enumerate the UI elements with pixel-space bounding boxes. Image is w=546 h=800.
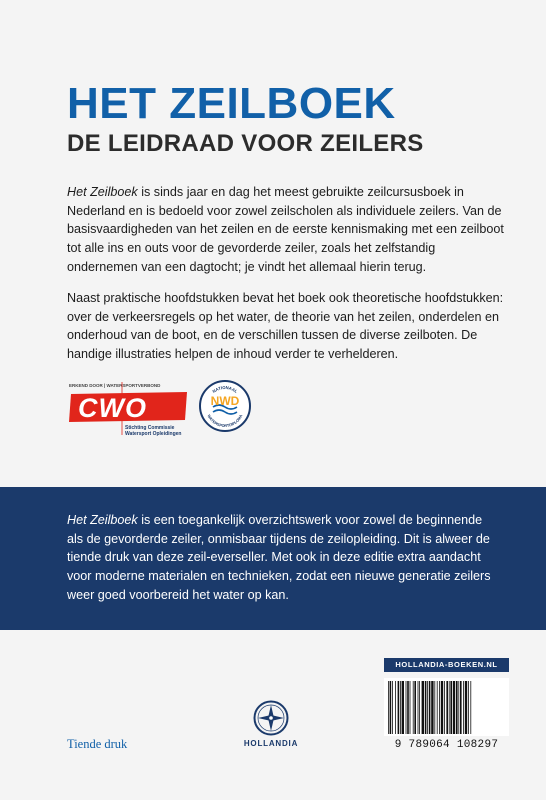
barcode-bar xyxy=(398,681,400,734)
nwd-main-text: NWD xyxy=(210,394,240,408)
barcode-bar xyxy=(453,681,455,734)
barcode-bar xyxy=(429,681,431,734)
barcode-bar xyxy=(388,681,389,734)
isbn-barcode xyxy=(384,678,509,736)
summary-paragraph xyxy=(67,511,497,605)
barcode-bar xyxy=(427,681,428,734)
book-name-italic: Het Zeilboek xyxy=(67,185,138,199)
barcode-bar xyxy=(437,681,438,734)
intro-paragraph-1-text: is sinds jaar en dag het meest gebruikte zeilcursusboek in Nederland en is bedoeld voor zowel zeilscholen als individuele zeilers. Van de basisvaardigheden van het zeilen en de eerste kennismaking met een zeilboot tot alle ins en outs voor de gevorderde zeiler, zoals het zelfstandig ondernemen van een dagtocht; je vindt het allemaal hierin terug. xyxy=(67,185,504,274)
summary-book-name-italic: Het Zeilboek xyxy=(67,513,138,527)
barcode-bar xyxy=(431,681,433,734)
barcode-bar xyxy=(463,681,464,734)
nwd-top-text: NATIONAAL xyxy=(211,384,239,394)
intro-paragraph-1 xyxy=(67,183,507,277)
cwo-line-1: Stichting Commissie xyxy=(125,425,175,431)
nwd-logo xyxy=(199,380,251,432)
compass-rose-icon xyxy=(253,700,289,736)
barcode-bar xyxy=(465,681,467,734)
barcode-bar xyxy=(425,681,427,734)
barcode-bar xyxy=(458,681,459,734)
publisher-name: HOLLANDIA xyxy=(243,739,299,748)
cwo-main-text: CWO xyxy=(78,393,147,423)
barcode-bar xyxy=(419,681,420,734)
barcode-bar xyxy=(418,681,419,734)
barcode-bar xyxy=(470,681,471,734)
barcode-bar xyxy=(407,681,409,734)
barcode-bar xyxy=(460,681,462,734)
barcode-bar xyxy=(456,681,458,734)
isbn-number: 9 789064 108297 xyxy=(394,739,499,751)
barcode-bar xyxy=(392,681,393,734)
barcode-bar xyxy=(444,681,445,734)
intro-paragraph-2: Naast praktische hoofdstukken bevat het boek ook theoretische hoofdstukken: over de verkeersregels op het water, de theorie van het zeilen, onderdelen en onderhoud van de boot, en de verschillen tussen de diverse zeilboten. De handige illustraties helpen de inhoud verder te verhelderen. xyxy=(67,291,504,362)
barcode-bar xyxy=(441,681,443,734)
certification-logos xyxy=(67,380,267,450)
barcode-bar xyxy=(390,681,392,734)
cwo-top-text: ERKEND DOOR | WATERSPORTVERBOND xyxy=(69,383,161,388)
nwd-bottom-text: WATERSPORTDIPLOMA xyxy=(206,414,244,429)
book-subtitle: DE LEIDRAAD VOOR ZEILERS xyxy=(67,130,424,157)
barcode-bar xyxy=(406,681,407,734)
summary-band xyxy=(0,487,546,630)
cwo-logo xyxy=(67,380,192,442)
barcode-bar xyxy=(449,681,450,734)
barcode-bar xyxy=(395,681,396,734)
barcode-bar xyxy=(400,681,401,734)
barcode-bar xyxy=(450,681,452,734)
barcode-bar xyxy=(434,681,435,734)
barcode-bar xyxy=(422,681,424,734)
barcode-bar xyxy=(446,681,448,734)
edition-label: Tiende druk xyxy=(67,737,128,751)
barcode-bar xyxy=(410,681,411,734)
summary-paragraph-text: is een toegankelijk overzichtswerk voor zowel de beginnende als de gevorderde zeiler, onmisbaar tijdens de zeilopleiding. Dit is alweer de tiende druk van deze zeil-everseller. Met ook in deze editie extra aandacht voor moderne materialen en technieken, zodat een nieuwe generatie zeilers weer goed voorbereid het water op kan. xyxy=(67,513,491,602)
book-title: HET ZEILBOEK xyxy=(67,79,396,128)
barcode-bar xyxy=(413,681,414,734)
barcode-bar xyxy=(468,681,469,734)
barcode-bar xyxy=(439,681,440,734)
cwo-line-2: Watersport Opleidingen xyxy=(125,431,182,437)
barcode-bar xyxy=(414,681,416,734)
barcode-bar xyxy=(402,681,404,734)
publisher-url[interactable]: HOLLANDIA-BOEKEN.NL xyxy=(384,658,509,672)
